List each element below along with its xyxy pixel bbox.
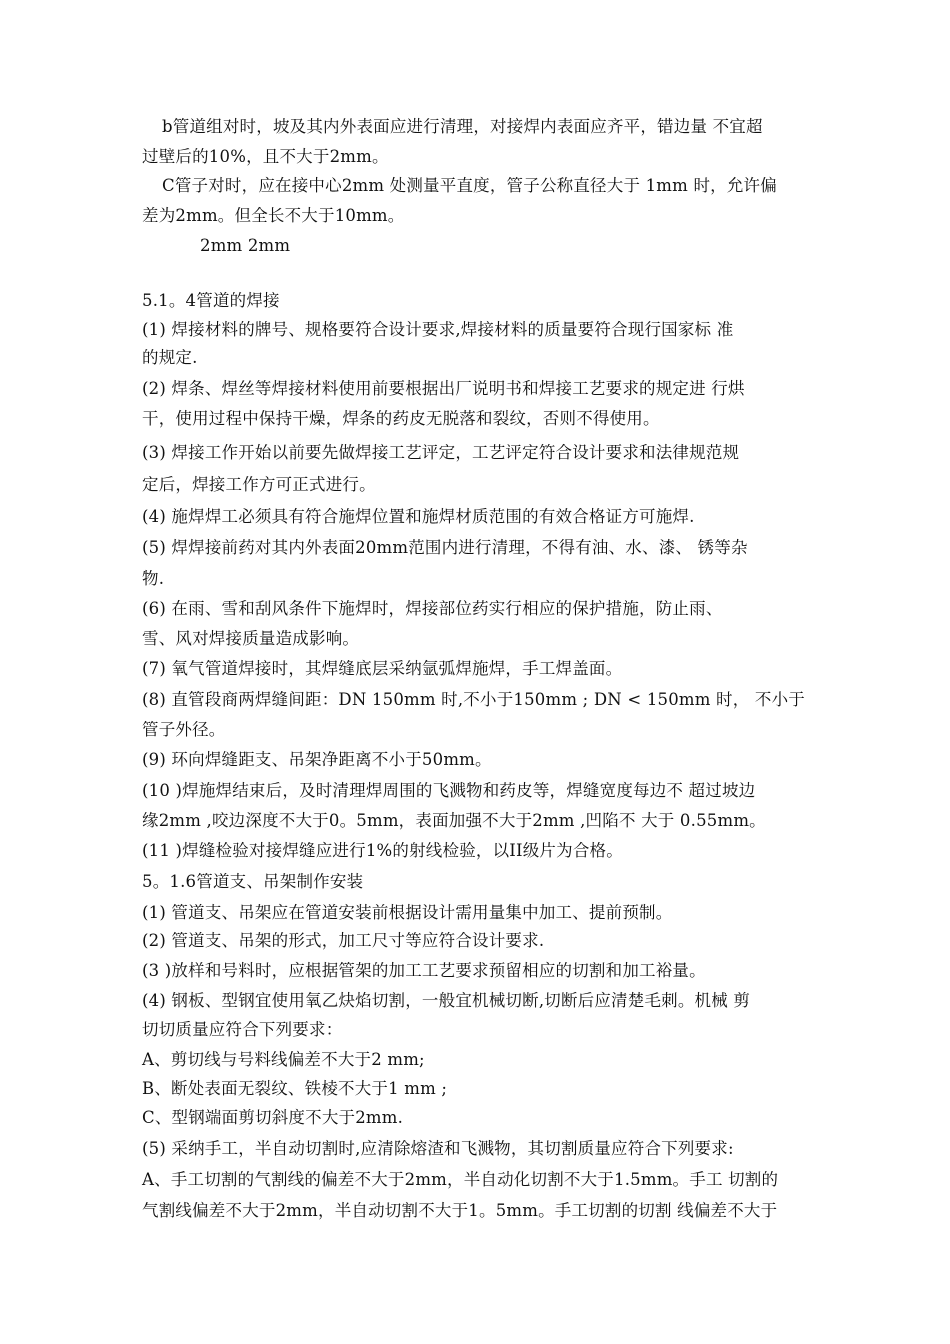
text-line: b管道组对时，坡及其内外表面应进行清理，对接焊内表面应齐平，错边量 不宜超 [162, 117, 763, 136]
text-line: (5) 采纳手工，半自动切割时,应清除熔渣和飞溅物，其切割质量应符合下列要求: [142, 1139, 734, 1158]
text-line: B、断处表面无裂纹、铁棱不大于1 mm ; [142, 1079, 448, 1098]
text-line: 缘2mm ,咬边深度不大于0。5mm，表面加强不大于2mm ,凹陷不 大于 0.55mm。 [142, 811, 766, 830]
text-line: A、手工切割的气割线的偏差不大于2mm，半自动化切割不大于1.5mm。手工 切割的 [142, 1170, 779, 1189]
text-line: (3) 焊接工作开始以前要先做焊接工艺评定，工艺评定符合设计要求和法律规范规 [142, 443, 740, 462]
text-line: 定后，焊接工作方可正式进行。 [142, 475, 376, 494]
section-heading: 5。1.6管道支、吊架制作安装 [142, 872, 364, 891]
section-heading: 5.1。4管道的焊接 [142, 291, 280, 310]
text-line: (5) 焊焊接前药对其内外表面20mm范围内进行清理，不得有油、水、漆、 锈等杂 [142, 538, 748, 557]
text-line: C、型钢端面剪切斜度不大于2mm. [142, 1108, 404, 1127]
text-line: 差为2mm。但全长不大于10mm。 [142, 206, 405, 225]
text-line: 过壁后的10%，且不大于2mm。 [142, 147, 389, 166]
text-line: C管子对时，应在接中心2mm 处测量平直度，管子公称直径大于 1mm 时，允许偏 [162, 176, 777, 195]
text-line: 管子外径。 [142, 720, 226, 739]
text-line: 雪、风对焊接质量造成影响。 [142, 629, 360, 648]
text-line: (8) 直管段商两焊缝间距：DN 150mm 时,不小于150mm ; DN < 150mm 时， 不小于 [142, 690, 805, 709]
text-line: (3 )放样和号料时，应根据管架的加工工艺要求预留相应的切割和加工裕量。 [142, 961, 706, 980]
text-line: (4) 钢板、型钢宜使用氧乙炔焰切割，一般宜机械切断,切断后应清楚毛刺。机械 剪 [142, 991, 751, 1010]
text-line: (1) 焊接材料的牌号、规格要符合设计要求,焊接材料的质量要符合现行国家标 准 [142, 320, 734, 339]
text-line: (2) 焊条、焊丝等焊接材料使用前要根据出厂说明书和焊接工艺要求的规定进 行烘 [142, 379, 745, 398]
text-line: (10 )焊施焊结束后，及时清理焊周围的飞溅物和药皮等，焊缝宽度每边不 超过坡边 [142, 781, 756, 800]
text-line: (11 )焊缝检验对接焊缝应进行1%的射线检验，以II级片为合格。 [142, 841, 623, 860]
text-line: 物. [142, 569, 165, 588]
text-line: (2) 管道支、吊架的形式，加工尺寸等应符合设计要求. [142, 931, 545, 950]
text-line: 2mm 2mm [200, 236, 291, 255]
text-line: 的规定. [142, 348, 198, 367]
text-line: A、剪切线与号料线偏差不大于2 mm; [142, 1050, 425, 1069]
text-line: 气割线偏差不大于2mm，半自动切割不大于1。5mm。手工切割的切割 线偏差不大于 [142, 1201, 778, 1220]
text-line: (6) 在雨、雪和刮风条件下施焊时，焊接部位药实行相应的保护措施，防止雨、 [142, 599, 723, 618]
text-line: 切切质量应符合下列要求： [142, 1020, 343, 1039]
text-line: (7) 氧气管道焊接时，其焊缝底层采纳氩弧焊施焊，手工焊盖面。 [142, 659, 623, 678]
text-line: (4) 施焊焊工必须具有符合施焊位置和施焊材质范围的有效合格证方可施焊. [142, 507, 695, 526]
text-line: (9) 环向焊缝距支、吊架净距离不小于50mm。 [142, 750, 492, 769]
text-line: (1) 管道支、吊架应在管道安装前根据设计需用量集中加工、提前预制。 [142, 903, 673, 922]
text-line: 干，使用过程中保持干燥，焊条的药皮无脱落和裂纹，否则不得使用。 [142, 409, 660, 428]
